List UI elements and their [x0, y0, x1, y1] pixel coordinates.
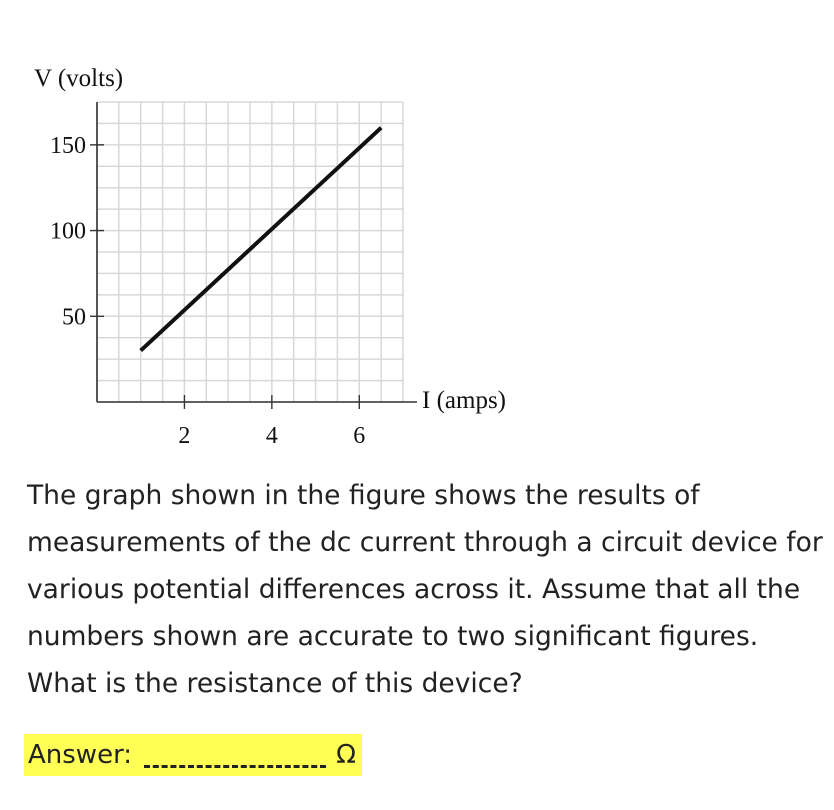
y-axis-label: V (volts)	[34, 65, 124, 92]
question-text: The graph shown in the figure shows the results of measurements of the dc current through a circuit device for various potential differences across it. Assume that all the numbers shown are accurate to two significant figures. What is the resistance of this device?	[27, 480, 823, 699]
answer-row	[24, 734, 362, 776]
x-tick-label: 4	[265, 423, 278, 449]
y-tick-label: 100	[50, 218, 86, 245]
y-tick-label: 50	[62, 304, 86, 331]
y-tick-label: 150	[50, 132, 86, 159]
answer-unit: Ω	[336, 740, 356, 770]
answer-input[interactable]	[144, 743, 326, 768]
x-tick-label: 2	[178, 423, 191, 449]
answer-label: Answer:	[28, 740, 133, 770]
x-axis-label: I (amps)	[422, 387, 506, 414]
x-tick-label: 6	[353, 423, 366, 449]
